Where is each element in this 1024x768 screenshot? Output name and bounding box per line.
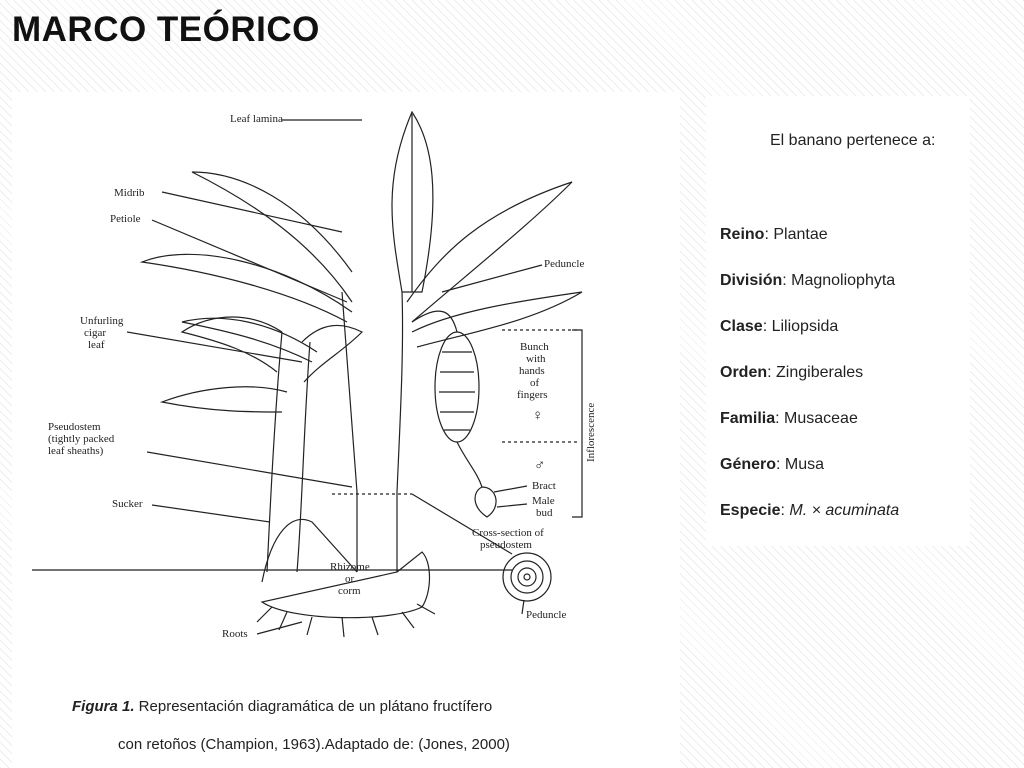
leader-sucker bbox=[152, 505, 270, 522]
taxonomy-key: Especie bbox=[720, 502, 781, 519]
label-pseudostem-1: Pseudostem bbox=[48, 421, 101, 433]
taxonomy-value: : Magnoliophyta bbox=[782, 272, 896, 289]
sucker-leaf-2 bbox=[162, 387, 287, 412]
taxonomy-value: : bbox=[780, 502, 790, 519]
taxonomy-row-clase bbox=[720, 318, 838, 336]
taxonomy-value: : Musa bbox=[776, 456, 825, 473]
label-rhizome-3: corm bbox=[338, 585, 361, 597]
figure-panel bbox=[12, 92, 680, 768]
label-female-symbol: ♀ bbox=[532, 408, 544, 424]
taxonomy-value: : Zingiberales bbox=[767, 364, 864, 381]
leader-peduncle-bottom bbox=[522, 600, 524, 614]
figure-caption-line-2: con retoños (Champion, 1963).Adaptado de: (Jones, 2000) bbox=[118, 736, 510, 753]
roots bbox=[257, 604, 435, 637]
leader-peduncle-top bbox=[442, 265, 542, 292]
pseudostem-right-edge bbox=[397, 292, 403, 572]
taxonomy-key: Clase bbox=[720, 318, 763, 335]
taxonomy-value-italic: M. × acuminata bbox=[789, 502, 900, 519]
label-leaf-lamina: Leaf lamina bbox=[230, 113, 283, 125]
label-bract: Bract bbox=[532, 480, 556, 492]
label-petiole: Petiole bbox=[110, 213, 141, 225]
taxonomy-key: División bbox=[720, 272, 783, 289]
bunch-hands bbox=[439, 352, 475, 430]
leaf-left-3 bbox=[182, 318, 317, 362]
figure-caption-text-1: Representación diagramática de un plátano fructífero bbox=[134, 698, 493, 715]
leaf-right-1 bbox=[407, 182, 572, 322]
label-unfurling-3: leaf bbox=[88, 339, 105, 351]
label-male-symbol: ♂ bbox=[534, 458, 546, 474]
male-bud bbox=[475, 487, 496, 517]
taxonomy-key: Orden bbox=[720, 364, 768, 381]
taxonomy-row-familia bbox=[720, 410, 858, 428]
leader-bract bbox=[494, 486, 527, 492]
leaf-left-1 bbox=[192, 172, 352, 302]
label-bunch-1: Bunch bbox=[520, 341, 549, 353]
taxonomy-value: : Liliopsida bbox=[762, 318, 839, 335]
taxonomy-key: Familia bbox=[720, 410, 776, 427]
label-peduncle-top: Peduncle bbox=[544, 258, 585, 270]
label-bunch-2: with bbox=[526, 353, 546, 365]
label-cross-section-1: Cross-section of bbox=[472, 527, 544, 539]
taxonomy-panel bbox=[706, 96, 970, 546]
label-male-bud-1: Male bbox=[532, 495, 555, 507]
label-sucker: Sucker bbox=[112, 498, 143, 510]
label-pseudostem-2: (tightly packed bbox=[48, 433, 115, 445]
leaf-left-2 bbox=[142, 254, 352, 322]
label-rhizome-1: Rhizome bbox=[330, 561, 370, 573]
leader-petiole bbox=[152, 220, 347, 302]
taxonomy-row-reino bbox=[720, 226, 828, 244]
label-cross-section-2: pseudostem bbox=[480, 539, 532, 551]
banana-plant-diagram bbox=[12, 92, 680, 768]
cross-section-outer bbox=[503, 553, 551, 601]
taxonomy-row-genero bbox=[720, 456, 824, 474]
pseudostem-left-edge bbox=[342, 292, 357, 572]
label-bunch-4: of bbox=[530, 377, 540, 389]
label-male-bud-2: bud bbox=[536, 507, 553, 519]
taxonomy-value: : Musaceae bbox=[775, 410, 858, 427]
bunch bbox=[435, 332, 479, 442]
leader-pseudostem bbox=[147, 452, 352, 487]
figure-caption-line-1 bbox=[72, 698, 672, 715]
slide-title: MARCO TEÓRICO bbox=[12, 10, 320, 49]
sucker-leaf-3 bbox=[302, 325, 362, 382]
label-inflorescence: Inflorescence bbox=[585, 402, 597, 462]
label-unfurling-2: cigar bbox=[84, 327, 106, 339]
leader-male-bud bbox=[497, 504, 527, 507]
cross-section-core bbox=[524, 574, 530, 580]
taxonomy-row-orden bbox=[720, 364, 863, 382]
label-pseudostem-3: leaf sheaths) bbox=[48, 445, 104, 457]
taxonomy-intro: El banano pertenece a: bbox=[770, 132, 936, 149]
leader-roots bbox=[257, 622, 302, 634]
cross-section-ring-3 bbox=[518, 568, 536, 586]
label-unfurling-1: Unfurling bbox=[80, 315, 124, 327]
taxonomy-row-especie bbox=[720, 502, 899, 520]
leader-midrib bbox=[162, 192, 342, 232]
label-roots: Roots bbox=[222, 628, 248, 640]
label-peduncle-bottom: Peduncle bbox=[526, 609, 567, 621]
taxonomy-value: : Plantae bbox=[764, 226, 828, 243]
figure-caption-label: Figura 1. bbox=[72, 698, 135, 715]
taxonomy-row-division bbox=[720, 272, 895, 290]
sucker-stem bbox=[267, 332, 310, 572]
taxonomy-key: Reino bbox=[720, 226, 765, 243]
label-bunch-5: fingers bbox=[517, 389, 548, 401]
label-rhizome-2: or bbox=[345, 573, 355, 585]
inflorescence-bracket bbox=[572, 330, 582, 517]
cross-section-ring-2 bbox=[511, 561, 543, 593]
label-bunch-3: hands bbox=[519, 365, 545, 377]
rachis bbox=[457, 442, 482, 487]
label-midrib: Midrib bbox=[114, 187, 145, 199]
taxonomy-key: Género bbox=[720, 456, 777, 473]
